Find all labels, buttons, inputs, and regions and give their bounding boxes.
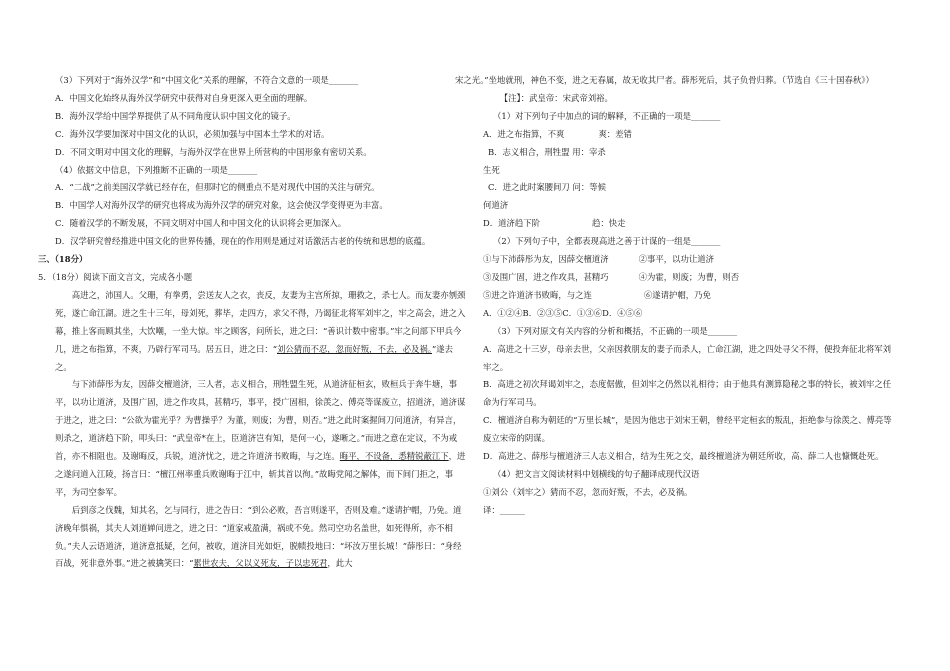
- r-q2-row-3: [483, 287, 894, 305]
- annotation-note: 【注】：武皇帝：宋武帝刘裕。: [499, 92, 613, 103]
- r-q1-stem: （1）对下列句子中加点的词的解释，不正确的一项是_______: [493, 110, 721, 121]
- r-q2-item-6: ⑥遂请护帽，乃免: [643, 289, 711, 300]
- r-q1-a-gloss: 爽：差错: [598, 128, 632, 139]
- r-q2-item-1: ①与下沛薛彤为友，因薛交檀道济: [483, 254, 609, 265]
- r-q3-option-d: D．高进之、薛彤与檀道济三人志义相合，结为生死之交，最终檀道济为朝廷所收，高、薛二人也慷慨赴死。: [483, 451, 884, 462]
- r-q3-option-c: C．檀道济自称为朝廷的“万里长城”，是因为他忠于刘宋王朝，曾经平定桓玄的叛乱，拒绝参与徐羡之、傅亮等废立宋帝的阴谋。: [483, 415, 892, 444]
- passage-paragraph-3: [55, 502, 466, 574]
- q4-stem: （4）依据文中信息，下列推断不正确的一项是_______: [55, 164, 258, 175]
- q4-option-a: A．“二战”之前美国汉学就已经存在，但那时它的侧重点不是对现代中国的关注与研究。: [55, 182, 380, 193]
- r-q2-row-2: [483, 269, 894, 287]
- r-q1-d-gloss: 趋：快走: [591, 218, 626, 229]
- q4-option-c: C．随着汉学的不断发展，不同文明对中国人和中国文化的认识将会更加深入。: [55, 218, 347, 229]
- r-q1-a-sentence: A．进之布指算，不爽: [483, 128, 565, 139]
- r-q1-option-c-cont: 何道济: [483, 200, 509, 211]
- r-q3-stem: （3）下列对原文有关内容的分析和概括，不正确的一项是_______: [493, 325, 738, 336]
- q3-option-d: D．不同文明对中国文化的理解，与海外汉学在世界上所营构的中国形象有密切关系。: [55, 146, 372, 157]
- para1-text-b: ”遂去之。: [55, 343, 454, 372]
- passage-paragraph-2: [55, 376, 466, 501]
- r-q1-d-sentence: D．道济趋下阶: [483, 218, 540, 229]
- r-q3-option-a: A．高进之十三岁，母亲去世，父亲因救朋友的妻子而杀人，亡命江湖，进之四处寻父不得，便投奔征北将军刘牢之。: [483, 343, 892, 372]
- q3-option-c: C．海外汉学要加深对中国文化的认识，必须加强与中国本土学术的对话。: [55, 128, 330, 139]
- r-q1-option-d: [483, 215, 894, 233]
- q3-stem: （3）下列对于“海外汉学”和“中国文化”关系的理解，不符合文意的一项是_______: [55, 75, 359, 85]
- section-heading: 三、（18分）: [38, 254, 88, 265]
- r-q1-option-c: C．进之此时案腰间刀 问：等候: [488, 182, 606, 193]
- r-q3-option-b: B．高进之初次拜谒刘牢之，态度倨傲，但刘牢之仍然以礼相待；由于他具有测算隐秘之事的特长，被刘牢之任命为行军司马。: [483, 379, 892, 408]
- para2-text-a: 与下沛薛彤为友，因薛交檀道济，三人者，志义相合，刑牲盟生死，从道济征桓玄，败桓兵于奔牛塘，事平，以功让道济，及围广固，进之作攻具，甚精巧，事平，授广固相，徐羡之、傅亮等谋废立，招道济，道济谋于进之，进之曰：“公欲为霍光乎？为曹操乎？为董，则废；为曹，则否。”进之此时案握间刀问道济，有异言，则杀之，道济趋下阶，叩头曰：“武皇帝*在上，臣道济岂有知，是何一心，遂晰之。”而进之意在定议，不为戒首，亦不相阻也。及谢晦反，兵锐，道济忧之，进之许道济书败晦，与之连。: [55, 379, 466, 462]
- r-q1-option-b: B．志义相合，刑牲盟 用：宰杀: [488, 146, 606, 157]
- r-q4-stem: （4）把文言文阅读材料中划横线的句子翻译成现代汉语: [493, 468, 700, 479]
- q4-option-d: D．汉学研究曾经推进中国文化的世界传播，现在的作用则是通过对话激活古老的传统和思想的底蕴。: [55, 236, 431, 247]
- q4-option-b: B．中国学人对海外汉学的研究也将成为海外汉学的研究对象，这会使汉学变得更为丰富。: [55, 200, 388, 211]
- q5-intro: 5．（18分）阅读下面文言文，完成各小题: [38, 271, 193, 282]
- r-q2-item-4: ④为霍，则废；为曹，则否: [638, 271, 740, 282]
- para3-text-b: ，此大: [327, 558, 353, 569]
- r-q4-answer-blank: 译：______: [483, 504, 525, 515]
- para2-underlined-sentence: 晦平，不设备，悉精锐蔽江下: [339, 451, 449, 462]
- left-column: [38, 72, 466, 573]
- r-q2-item-3: ③及围广固，进之作攻具，甚精巧: [483, 271, 609, 282]
- r-q2-stem: （2）下列句子中，全都表现高进之善于计谋的一组是_______: [493, 236, 721, 247]
- r-q1-option-b-cont: 生死: [483, 164, 500, 175]
- passage-continuation: 宋之光。”坐地就刑，神色不变，进之无春属，故无收其尸者。薛彤死后，其子负骨归葬。（节选自《三十国春秋》）: [455, 75, 874, 85]
- para3-text-a: 后到彦之伐魏，知其名，乞与同行，进之告曰：“到公必败，吾言则遂平，否则及难。”遂请护帽，乃免。道济晚年惧祸，其夫人刘道婵问进之，进之曰：“道家戒盈满，祸或不免。然司空功名盖世，如死得所，亦不相负。”夫人云语道济，道济意抵疑，乞何，被收，道济目光如炬，脱帻投地曰：“坏汝万里长城！”薛彤曰：“身经百战，死非意外事。”进之被擒笑曰：“: [55, 504, 462, 569]
- r-q2-row-1: [483, 251, 894, 269]
- q3-option-a: A．中国文化始终从海外汉学研究中获得对自身更深入更全面的理解。: [55, 92, 313, 103]
- para3-underlined-sentence: 累世农夫，父以义死友，子以忠死君: [193, 558, 328, 569]
- r-q4-sentence-1: ①刘公（刘牢之）猜而不忍，忽而好叛，不去，必及祸。: [483, 486, 693, 497]
- para1-underlined-sentence: 刘公猜而不忍，忽而好叛，不去，必及祸。: [277, 343, 432, 354]
- para1-text-a: 高进之，沛国人。父珊，有拳勇，尝送友人之衣，丧反，友妻为主宫所掠，珊救之，杀七人。而友妻亦刎颈死，遂亡命江湖。进之生十三年，母刘死，葬毕，走四方，求父不得，乃谒征北将军刘牢之，牢之高会，进之入幕，推上客而顾其坐，大饮嘲，一坐大惊。牢之顾客，问所长，进之曰：“善识计数中密事。”牢之问部下甲兵今几，进之布指算，不爽，乃辟行军司马。居五日，进之曰：“: [55, 289, 466, 354]
- para2-text-b: ，进之遂问道入江陵，扬言曰：“檀江州率重兵败谢晦于江中，斩其首以徇。”故晦党闻之解体，而下间门拒之，事平，为司空参军。: [55, 451, 466, 497]
- passage-paragraph-1: [55, 287, 466, 377]
- r-q1-option-a: [483, 126, 894, 144]
- r-q2-options: A．①②④B．②③⑤C．①③⑥D．④⑤⑥: [483, 307, 643, 318]
- r-q2-item-2: ②事平，以功让道济: [638, 254, 714, 265]
- right-column: [455, 72, 894, 520]
- r-q2-item-5: ⑤进之许道济书败晦，与之连: [483, 289, 592, 300]
- q3-option-b: B．海外汉学给中国学界提供了从不同角度认识中国文化的镜子。: [55, 110, 296, 121]
